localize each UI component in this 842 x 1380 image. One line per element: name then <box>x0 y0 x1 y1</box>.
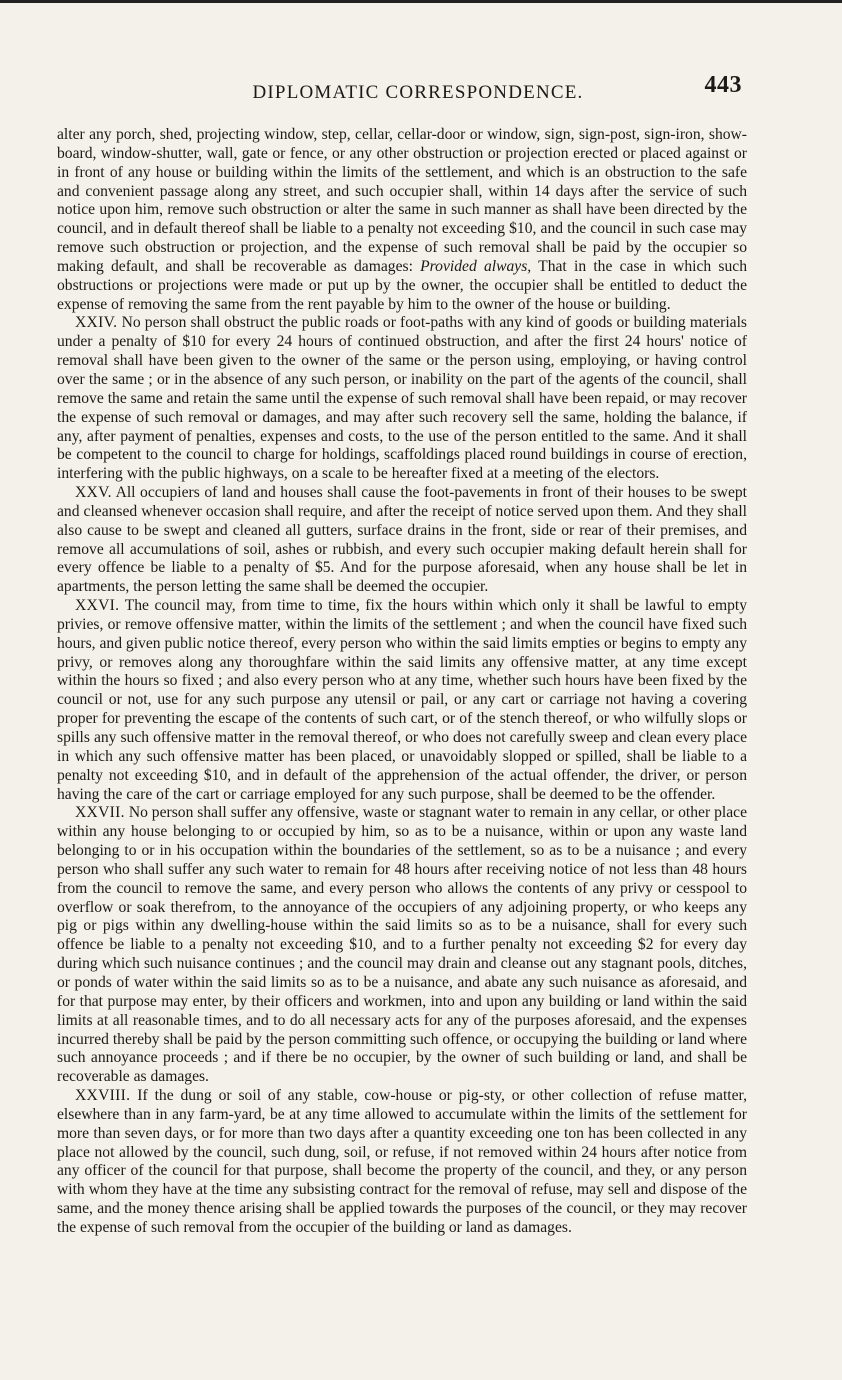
section-text: No person shall suffer any offensive, waste or stagnant water to remain in any cellar, or other place within any house belonging to or occupied by him, so as to be a nuisance, within or upon any waste land belonging to or in his occupation within the boundaries of the settlement, so as to be a nuisance ; and every person who shall suffer any such water to remain for 48 hours after receiving notice of not less than 48 hours from the council to remove the same, and every person who allows the contents of any privy or cesspool to overflow or soak therefrom, to the annoyance of the occupiers of any adjoining property, or who keeps any pig or pigs within any dwelling-house within the said limits so as to be a nuisance, shall for every such offence be liable to a penalty not exceeding $10, and to a further penalty not exceeding $2 for every day during which such nuisance continues ; and the council may drain and cleanse out any stagnant pools, ditches, or ponds of water within the said limits so as to be a nuisance, and abate any such nuisance as aforesaid, and for that purpose may enter, by their officers and workmen, into and upon any building or land within the said limits at all reasonable times, and to do all necessary acts for any of the purposes aforesaid, and the expenses incurred thereby shall be paid by the person committing such offence, or occupying the building or land where such annoyance proceeds ; and if there be no occupier, by the owner of such building or land, and shall be recoverable as damages. <box>57 804 747 1086</box>
section-text: If the dung or soil of any stable, cow-house or pig-sty, or other collection of refuse matter, elsewhere than in any farm-yard, be at any time allowed to accumulate within the limits of the settlement for more than seven days, or for more than two days after a quantity exceeding one ton has been collected in any place not allowed by the council, such dung, soil, or refuse, if not removed within 24 hours after notice from any officer of the council for that purpose, shall become the property of the council, and they, or any person with whom they have at the time any subsisting contract for the removal of refuse, may sell and dispose of the same, and the money thence arising shall be applied towards the purposes of the council, or they may recover the expense of such removal from the occupier of the building or land as damages. <box>57 1087 747 1236</box>
page-header <box>50 72 746 106</box>
section-xxv <box>57 484 747 597</box>
paragraph-text: alter any porch, shed, projecting window, step, cellar, cellar-door or window, sign, sign-post, sign-iron, show-board, window-shutter, wall, gate or fence, or any other obstruction or projection erected or placed against or in front of any house or building within the limits of the settlement, and which is an obstruction to the safe and convenient passage along any street, and such occupier shall, within 14 days after the service of such notice upon him, remove such obstruction or alter the same in such manner as shall have been directed by the council, and in default thereof shall be liable to a penalty not exceeding $10, and the council in such case may remove such obstruction or projection, and the expense of such removal shall be paid by the occupier so making default, and shall be recoverable as damages: <box>57 126 747 275</box>
section-xxvi <box>57 597 747 804</box>
section-numeral: XXVI. <box>75 597 120 615</box>
section-numeral: XXIV. <box>75 314 118 332</box>
body-text <box>57 126 747 1238</box>
section-xxviii <box>57 1087 747 1238</box>
section-numeral: XXVII. <box>75 804 125 822</box>
page-number: 443 <box>704 72 742 98</box>
paragraph-text-after: That in the case in which such obstructions or projections were made or put up by the owner, the occupier shall be entitled to deduct the expense of removing the same from the rent payable by him to the owner of the house or building. <box>57 257 747 313</box>
section-xxvii <box>57 804 747 1087</box>
paragraph-continuation <box>57 126 747 314</box>
section-text: No person shall obstruct the public roads or foot-paths with any kind of goods or building materials under a penalty of $10 for every 24 hours of continued obstruction, and after the first 24 hours' notice of removal shall have been given to the owner of the same or the person using, employing, or having control over the same ; or in the absence of any such person, or inability on the part of the agents of the council, shall remove the same and retain the same until the expense of such removal shall have been repaid, or may recover the expense of such removal or damages, and may after such recovery sell the same, holding the balance, if any, after payment of penalties, expenses and costs, to the use of the person entitled to the same. And it shall be competent to the council to charge for holdings, scaffoldings placed round buildings in course of erection, interfering with the public highways, on a scale to be hereafter fixed at a meeting of the electors. <box>57 314 747 483</box>
section-xxiv <box>57 314 747 484</box>
section-numeral: XXV. <box>75 484 112 502</box>
proviso-emphasis: Provided always, <box>420 257 532 275</box>
section-text: The council may, from time to time, fix the hours within which only it shall be lawful to empty privies, or remove offensive matter, within the limits of the settlement ; and when the council have fixed such hours, and given public notice thereof, every person who within the said limits empties or begins to empty any privy, or removes along any thoroughfare within the said limits any offensive matter, at any time except within the hours so fixed ; and also every person who at any time, whether such hours have been fixed by the council or not, use for any such purpose any utensil or pail, or any cart or carriage not having a covering proper for preventing the escape of the contents of such cart, or of the stench thereof, or who wilfully slops or spills any such offensive matter in the removal thereof, or who does not carefully sweep and clean every place in which any such offensive matter has been placed, or unavoidably slopped or spilled, shall be liable to a penalty not exceeding $10, and in default of the apprehension of the actual offender, the driver, or person having the care of the cart or carriage employed for any such purpose, shall be deemed to be the offender. <box>57 597 747 803</box>
section-numeral: XXVIII. <box>75 1087 131 1105</box>
running-title: DIPLOMATIC CORRESPONDENCE. <box>252 82 584 103</box>
section-text: All occupiers of land and houses shall cause the foot-pavements in front of their houses to be swept and cleansed whenever occasion shall require, and after the receipt of notice served upon them. And they shall also cause to be swept and cleaned all gutters, surface drains in the front, side or rear of their premises, and remove all accumulations of soil, ashes or rubbish, and every such occupier making default herein shall for every offence be liable to a penalty of $5. And for the purpose aforesaid, when any house shall be let in apartments, the person letting the same shall be deemed the occupier. <box>57 484 747 596</box>
top-rule <box>0 0 842 3</box>
